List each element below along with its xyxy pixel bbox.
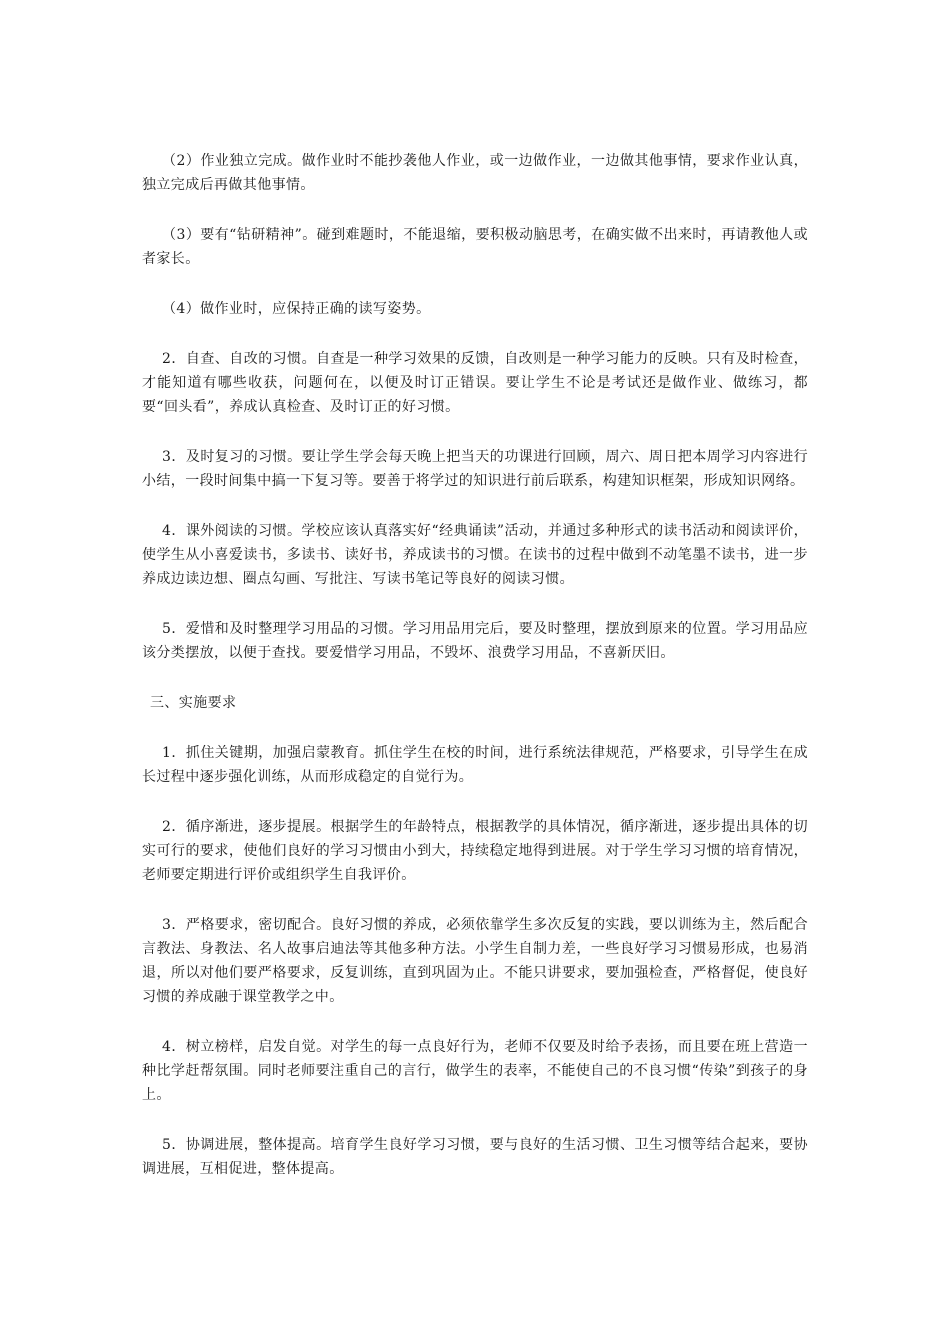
requirement-item: 2．循序渐进，逐步提展。根据学生的年龄特点，根据教学的具体情况，循序渐进，逐步提出具体的切实可行的要求，使他们良好的学习习惯由小到大，持续稳定地得到进展。对于学生学习习惯的培育情况，老师要定期进行评价或组织学生自我评价。 — [142, 819, 808, 883]
requirement-item: 3．严格要求，密切配合。良好习惯的养成，必须依靠学生多次反复的实践，要以训练为主，然后配合言教法、身教法、名人故事启迪法等其他多种方法。小学生自制力差，一些良好学习习惯易形成，也易消退，所以对他们要严格要求，反复训练，直到巩固为止。不能只讲要求，要加强检查，严格督促，使良好习惯的养成融于课堂教学之中。 — [142, 917, 808, 1005]
paragraph-research-spirit: （3）要有“钻研精神”。碰到难题时，不能退缩，要积极动脑思考，在确实做不出来时，再请教他人或者家长。 — [142, 227, 808, 267]
paragraph-review-habit: 3．及时复习的习惯。要让学生学会每天晚上把当天的功课进行回顾，周六、周日把本周学习内容进行小结，一段时间集中搞一下复习等。要善于将学过的知识进行前后联系，构建知识框架，形成知识网络。 — [142, 449, 808, 489]
document-body — [142, 149, 808, 1207]
requirement-item: 5．协调进展，整体提高。培育学生良好学习习惯，要与良好的生活习惯、卫生习惯等结合起来，要协调进展，互相促进，整体提高。 — [142, 1137, 808, 1177]
section-heading: 三、实施要求 — [150, 695, 237, 711]
paragraph-supplies-habit: 5．爱惜和及时整理学习用品的习惯。学习用品用完后，要及时整理，摆放到原来的位置。学习用品应该分类摆放，以便于查找。要爱惜学习用品，不毁坏、浪费学习用品，不喜新厌旧。 — [142, 621, 808, 661]
paragraph-posture: （4）做作业时，应保持正确的读写姿势。 — [162, 301, 431, 317]
paragraph-homework-independent: （2）作业独立完成。做作业时不能抄袭他人作业，或一边做作业，一边做其他事情，要求作业认真，独立完成后再做其他事情。 — [142, 153, 808, 193]
requirement-item: 4．树立榜样，启发自觉。对学生的每一点良好行为，老师不仅要及时给予表扬，而且要在班上营造一种比学赶帮氛围。同时老师要注重自己的言行，做学生的表率，不能使自己的不良习惯“传染”到孩子的身上。 — [142, 1039, 808, 1103]
paragraph-self-check: 2．自查、自改的习惯。自查是一种学习效果的反馈，自改则是一种学习能力的反映。只有及时检查，才能知道有哪些收获，问题何在，以便及时订正错误。要让学生不论是考试还是做作业、做练习，都要“回头看”，养成认真检查、及时订正的好习惯。 — [142, 351, 808, 415]
requirement-item: 1．抓住关键期，加强启蒙教育。抓住学生在校的时间，进行系统法律规范，严格要求，引导学生在成长过程中逐步强化训练，从而形成稳定的自觉行为。 — [142, 745, 808, 785]
paragraph-reading-habit: 4．课外阅读的习惯。学校应该认真落实好“经典诵读”活动，并通过多种形式的读书活动和阅读评价，使学生从小喜爱读书，多读书、读好书，养成读书的习惯。在读书的过程中做到不动笔墨不读书，进一步养成边读边想、圈点勾画、写批注、写读书笔记等良好的阅读习惯。 — [142, 523, 808, 587]
